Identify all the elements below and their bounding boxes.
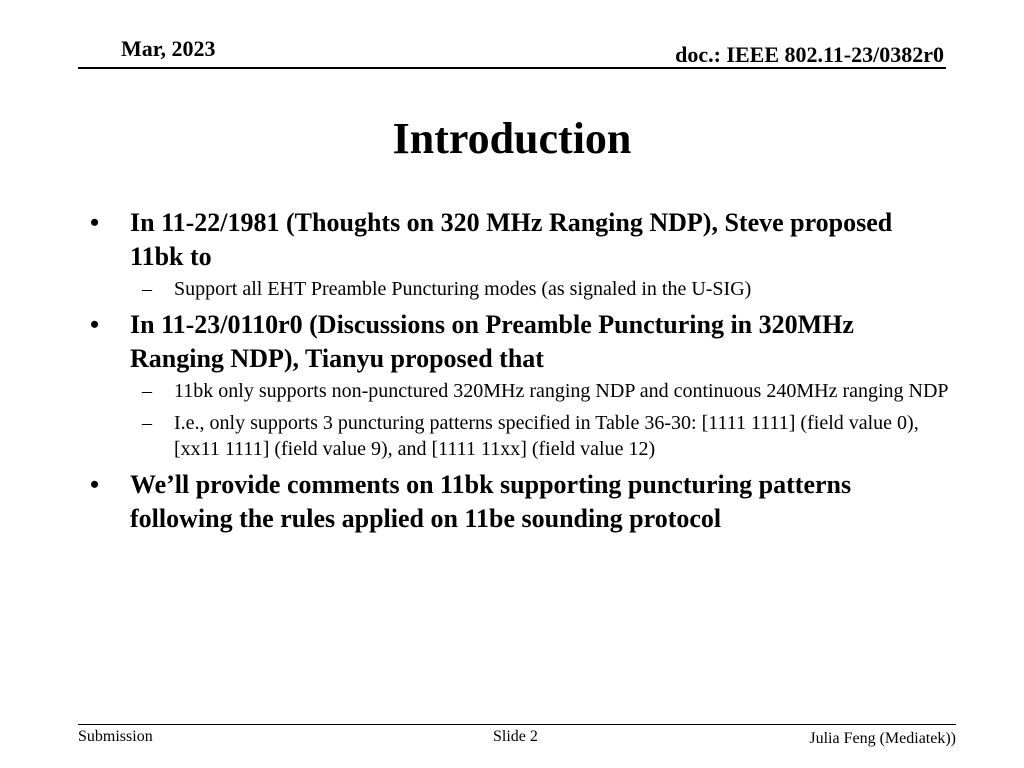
- bullet-item: [90, 468, 950, 536]
- slide-title: Introduction: [392, 114, 632, 163]
- footer-submission: Submission: [78, 728, 153, 745]
- sub-bullet-marker: –: [142, 380, 152, 402]
- slide-body: [0, 206, 1024, 538]
- bullet-item: [90, 308, 950, 376]
- sub-bullet-text: Support all EHT Preamble Puncturing modes (as signaled in the U-SIG): [174, 278, 752, 300]
- header-date: Mar, 2023: [121, 36, 216, 61]
- bullet-marker: •: [90, 310, 100, 339]
- bullet-text: In 11-23/0110r0 (Discussions on Preamble Puncturing in 320MHz Ranging NDP), Tianyu proposed that: [130, 310, 854, 373]
- sub-bullet-marker: –: [142, 278, 152, 300]
- sub-bullet-text: I.e., only supports 3 puncturing patterns specified in Table 36-30: [1111 1111] (field value 0), [xx11 1111] (field value 9), and [1111 11xx] (field value 12): [174, 412, 919, 460]
- bullet-text: We’ll provide comments on 11bk supporting puncturing patterns following the rules applied on 11be sounding protocol: [130, 470, 852, 533]
- sub-bullet-item: [142, 410, 954, 462]
- sub-bullet-text: 11bk only supports non-punctured 320MHz ranging NDP and continuous 240MHz ranging NDP: [174, 380, 949, 402]
- bullet-marker: •: [90, 208, 100, 237]
- bullet-text: In 11-22/1981 (Thoughts on 320 MHz Ranging NDP), Steve proposed 11bk to: [130, 208, 893, 271]
- sub-bullet-item: [142, 378, 954, 404]
- bullet-marker: •: [90, 470, 100, 499]
- header-doc-id: doc.: IEEE 802.11-23/0382r0: [675, 42, 944, 67]
- footer-slide-number: Slide 2: [493, 728, 538, 745]
- footer-author: Julia Feng (Mediatek)): [809, 730, 956, 747]
- header-divider: [78, 67, 946, 69]
- bullet-item: [90, 206, 950, 274]
- footer-divider: [78, 724, 956, 725]
- sub-bullet-item: [142, 276, 954, 302]
- sub-bullet-marker: –: [142, 412, 152, 434]
